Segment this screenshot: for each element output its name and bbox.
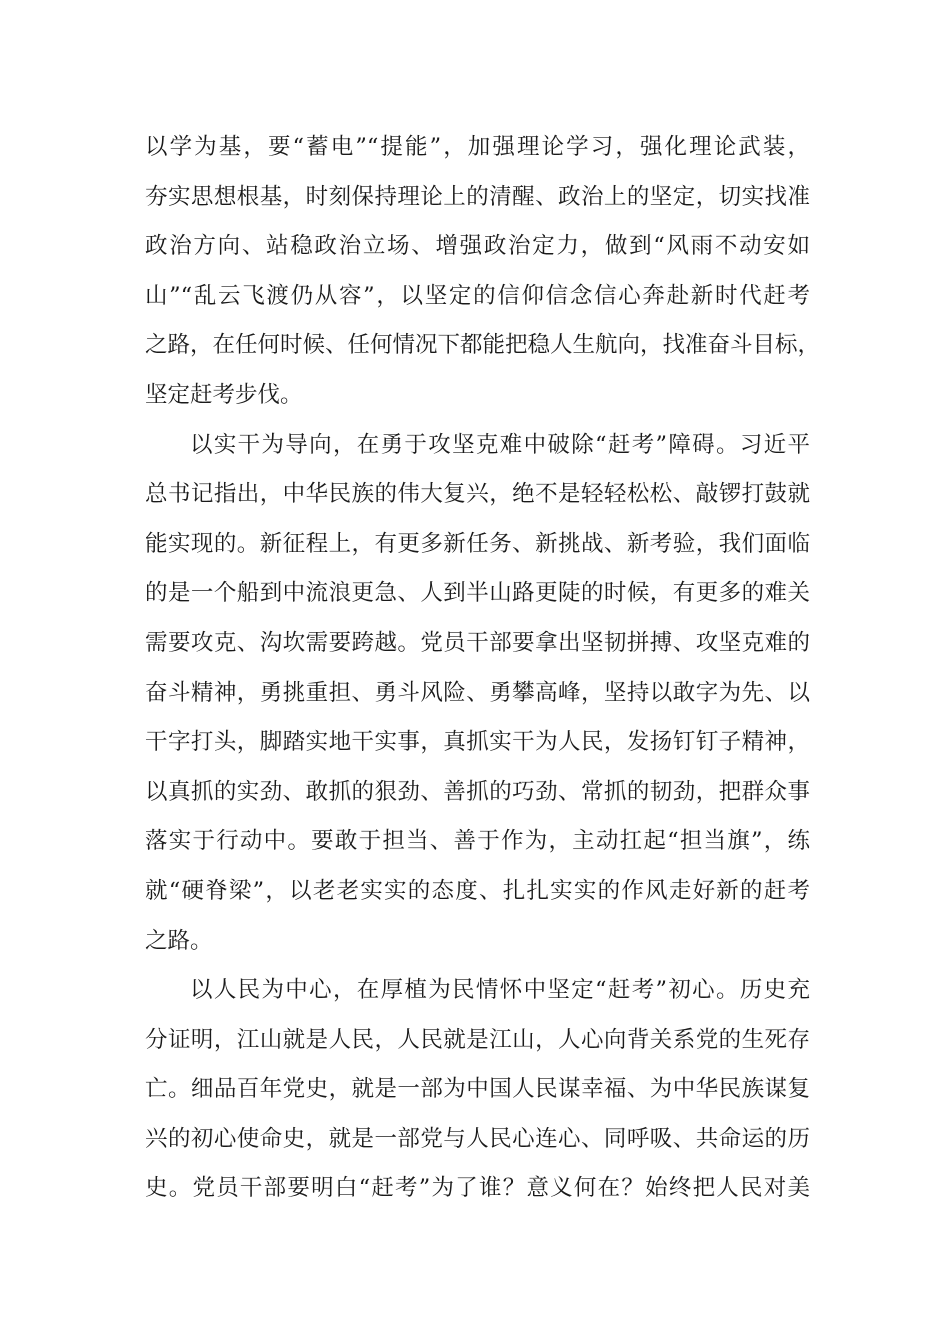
text-line: 落实于行动中。要敢于担当、善于作为，主动扛起“担当旗”，练: [145, 828, 810, 855]
text-line: 坚定赶考步伐。: [145, 381, 303, 408]
text-line: 山”“乱云飞渡仍从容”，以坚定的信仰信念信心奔赴新时代赶考: [145, 282, 810, 309]
text-line: 干字打头，脚踏实地干实事，真抓实干为人民，发扬钉钉子精神，: [145, 729, 810, 756]
text-line: 以真抓的实劲、敢抓的狠劲、善抓的巧劲、常抓的韧劲，把群众事: [145, 778, 810, 805]
text-line: 之路。: [145, 927, 213, 954]
text-line: 需要攻克、沟坎需要跨越。党员干部要拿出坚韧拼搏、攻坚克难的: [145, 629, 810, 656]
body-text: [145, 123, 821, 1214]
text-line: 兴的初心使命史，就是一部党与人民心连心、同呼吸、共命运的历: [145, 1125, 810, 1152]
text-line: 夯实思想根基，时刻保持理论上的清醒、政治上的坚定，切实找准: [145, 183, 810, 210]
text-line: 史。党员干部要明白“赶考”为了谁？意义何在？始终把人民对美: [145, 1175, 810, 1202]
text-line: 之路，在任何时候、任何情况下都能把稳人生航向，找准奋斗目标，: [145, 332, 821, 359]
text-line: 总书记指出，中华民族的伟大复兴，绝不是轻轻松松、敲锣打鼓就: [145, 481, 810, 508]
paragraph-first-line: 以实干为导向，在勇于攻坚克难中破除“赶考”障碍。习近平: [190, 431, 810, 458]
text-line: 就“硬脊梁”，以老老实实的态度、扎扎实实的作风走好新的赶考: [145, 877, 810, 904]
text-line: 奋斗精神，勇挑重担、勇斗风险、勇攀高峰，坚持以敢字为先、以: [145, 679, 810, 706]
text-line: 分证明，江山就是人民，人民就是江山，人心向背关系党的生死存: [145, 1026, 810, 1053]
text-line: 亡。细品百年党史，就是一部为中国人民谋幸福、为中华民族谋复: [145, 1076, 810, 1103]
text-line: 的是一个船到中流浪更急、人到半山路更陡的时候，有更多的难关: [145, 580, 810, 607]
paragraph-first-line: 以人民为中心，在厚植为民情怀中坚定“赶考”初心。历史充: [190, 977, 810, 1004]
text-line: 政治方向、站稳政治立场、增强政治定力，做到“风雨不动安如: [145, 233, 810, 260]
text-line: 以学为基，要“蓄电”“提能”，加强理论学习，强化理论武装，: [145, 134, 810, 160]
text-line: 能实现的。新征程上，有更多新任务、新挑战、新考验，我们面临: [145, 530, 810, 557]
